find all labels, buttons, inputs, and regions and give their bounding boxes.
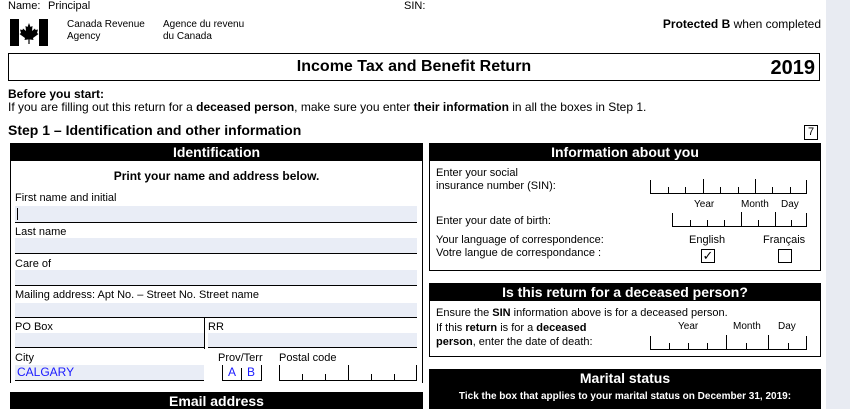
care-of-label: Care of xyxy=(15,258,52,270)
identification-instruction: Print your name and address below. xyxy=(113,169,320,183)
step1-line-number: 7 xyxy=(804,125,818,140)
francais-label: Français xyxy=(763,234,806,246)
rr-input[interactable] xyxy=(208,333,417,348)
prov-input[interactable] xyxy=(222,365,262,381)
sin-input[interactable] xyxy=(650,180,807,194)
page-margin-strip xyxy=(826,0,850,409)
deceased-line2 xyxy=(436,322,586,334)
mailing-address-label: Mailing address: Apt No. – Street No. Street name xyxy=(15,289,259,301)
last-name-label: Last name xyxy=(15,226,67,238)
instruction-part3: in all the boxes in Step 1. xyxy=(512,100,647,114)
marital-status-panel xyxy=(429,369,821,409)
english-checkbox[interactable]: ✓ xyxy=(702,248,714,263)
instruction-part1: If you are filling out this return for a xyxy=(8,100,193,114)
sin-entry-label-1: Enter your social xyxy=(436,167,518,179)
agency-fr-line1: Agence du revenu xyxy=(163,19,245,30)
po-box-input[interactable] xyxy=(15,333,204,348)
rr-label: RR xyxy=(208,321,224,333)
instruction-bold2: their information xyxy=(413,100,509,114)
first-name-input[interactable] xyxy=(15,206,417,223)
po-rr-divider xyxy=(204,318,205,349)
deceased-line2-bold2: deceased xyxy=(536,322,587,334)
last-name-input[interactable] xyxy=(15,238,417,254)
step1-heading: Step 1 – Identification and other information xyxy=(8,122,302,138)
protected-b: Protected B xyxy=(662,17,731,31)
po-box-label: PO Box xyxy=(15,321,53,333)
deceased-line1-part2: information above is for a deceased person. xyxy=(513,307,728,319)
canada-flag-icon xyxy=(10,19,48,46)
dob-day-header: Day xyxy=(781,199,799,210)
prov-value-1: A xyxy=(228,365,237,379)
english-label: English xyxy=(689,234,726,246)
dob-label: Enter your date of birth: xyxy=(436,215,551,227)
language-label-fr: Votre langue de correspondance : xyxy=(436,247,602,259)
agency-en-line1: Canada Revenue xyxy=(67,19,145,30)
before-you-start-heading: Before you start: xyxy=(8,87,105,101)
death-day-header: Day xyxy=(778,321,796,332)
form-title: Income Tax and Benefit Return xyxy=(296,58,532,75)
postal-code-input[interactable] xyxy=(279,365,417,381)
marital-status-instruction: Tick the box that applies to your marital status on December 31, 2019: xyxy=(458,391,792,402)
name-label: Name: xyxy=(8,0,41,12)
marital-status-header: Marital status xyxy=(579,370,671,386)
form-title-box xyxy=(8,53,820,81)
mailing-address-input[interactable] xyxy=(15,303,417,318)
sin-label: SIN: xyxy=(404,0,426,12)
deceased-instruction xyxy=(8,100,646,114)
first-name-label: First name and initial xyxy=(15,192,117,204)
city-label: City xyxy=(15,352,34,364)
deceased-header: Is this return for a deceased person? xyxy=(429,283,821,301)
text-cursor xyxy=(17,208,18,220)
email-header: Email address xyxy=(10,392,423,409)
deceased-line3-part: , enter the date of death: xyxy=(472,336,593,348)
prov-divider xyxy=(241,368,242,380)
deceased-line2-bold1: return xyxy=(465,322,498,334)
protected-rest: when completed xyxy=(733,17,821,31)
language-label-en: Your language of correspondence: xyxy=(436,234,604,246)
deceased-line3-bold: person xyxy=(436,336,473,348)
prov-label: Prov/Terr xyxy=(218,352,263,364)
deceased-line2-part2: is for a xyxy=(500,322,534,334)
identification-header: Identification xyxy=(10,143,423,161)
protected-notice xyxy=(663,17,821,31)
deceased-line1-part1: Ensure the xyxy=(436,307,490,319)
city-input[interactable] xyxy=(15,365,204,381)
instruction-bold1: deceased person xyxy=(196,100,295,114)
dob-input[interactable] xyxy=(672,213,807,227)
prov-value-2: B xyxy=(247,365,256,379)
deceased-line1 xyxy=(436,307,728,319)
death-year-header: Year xyxy=(678,321,699,332)
agency-en-line2: Agency xyxy=(67,31,101,42)
date-of-death-input[interactable] xyxy=(650,336,807,350)
deceased-line2-part1: If this xyxy=(436,322,463,334)
deceased-line3 xyxy=(436,336,593,348)
death-month-header: Month xyxy=(733,321,761,332)
name-value: Principal xyxy=(48,0,91,12)
sin-entry-label-2: insurance number (SIN): xyxy=(436,180,556,192)
instruction-part2: , make sure you enter xyxy=(294,100,411,114)
city-value: CALGARY xyxy=(17,365,75,379)
francais-checkbox[interactable] xyxy=(778,249,792,263)
postal-code-label: Postal code xyxy=(279,352,337,364)
dob-year-header: Year xyxy=(694,199,715,210)
agency-fr-line2: du Canada xyxy=(163,31,212,42)
care-of-input[interactable] xyxy=(15,270,417,286)
form-year: 2019 xyxy=(770,57,815,79)
about-you-header: Information about you xyxy=(429,143,821,161)
deceased-line1-bold: SIN xyxy=(492,307,511,319)
dob-month-header: Month xyxy=(741,199,769,210)
